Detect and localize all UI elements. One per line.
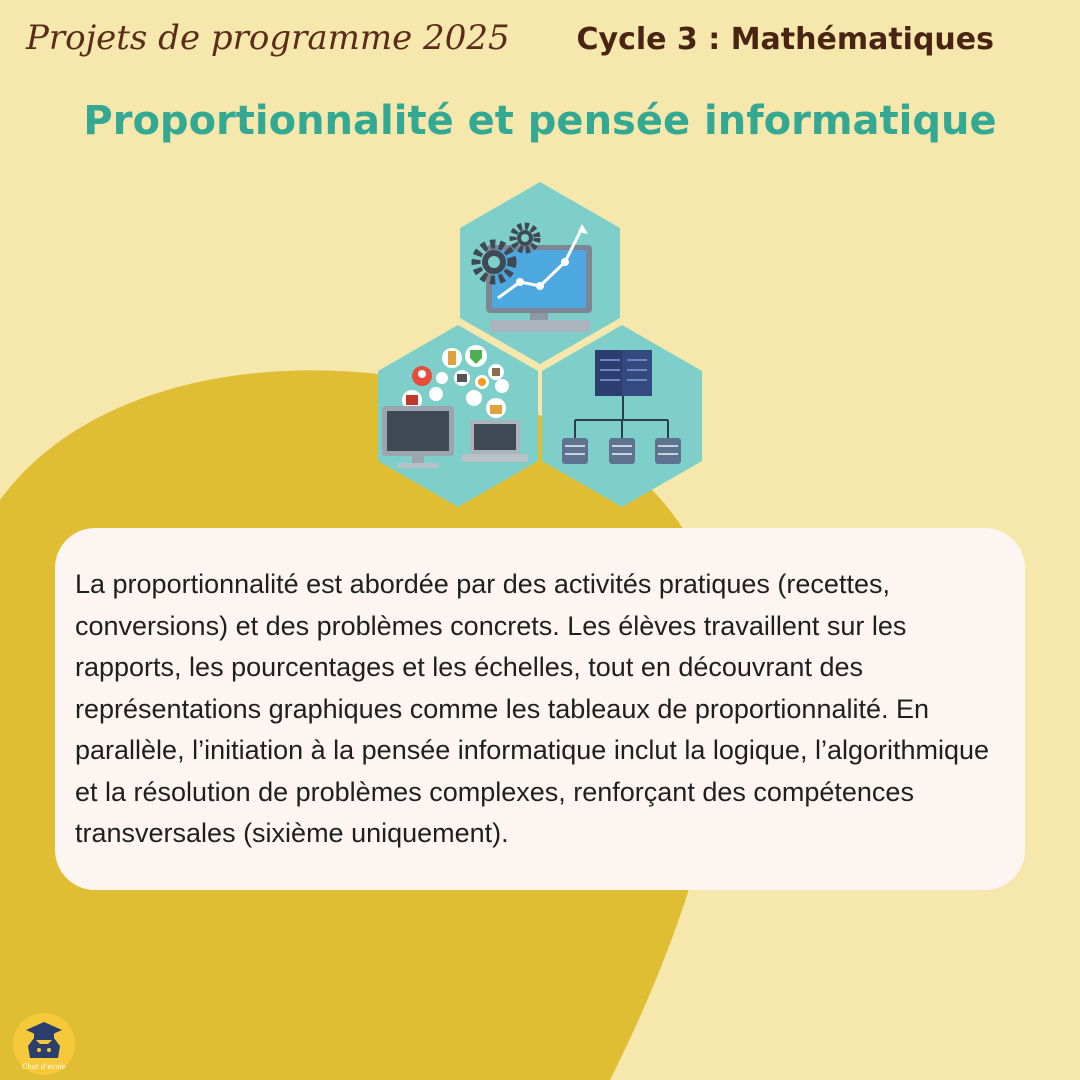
server-network-icon <box>542 325 702 507</box>
page-title: Proportionnalité et pensée informatique <box>83 98 997 144</box>
chat-ecole-logo <box>12 1012 76 1076</box>
program-label: Projets de programme 2025 <box>26 18 510 58</box>
cycle-label: Cycle 3 : Mathématiques <box>576 22 994 57</box>
description-text: La proportionnalité est abordée par des activités pratiques (recettes, conversions) et des problèmes concrets. Les élèves travaillent sur les rapports, les pourcentages et les échelles, tout en découvrant des représentations graphiques comme les tableaux de proportionnalité. En parallèle, l’initiation à la pensée informatique inclut la logique, l’algorithmique et la résolution de problèmes complexes, renforçant des compétences transversales (sixième uniquement). <box>75 569 990 848</box>
monitor-growth-chart-icon <box>460 182 620 364</box>
hexagon-illustration <box>370 180 710 510</box>
description-card <box>55 528 1025 890</box>
computers-apps-icon <box>378 325 538 507</box>
logo-text: Chat d'école <box>21 1063 67 1071</box>
